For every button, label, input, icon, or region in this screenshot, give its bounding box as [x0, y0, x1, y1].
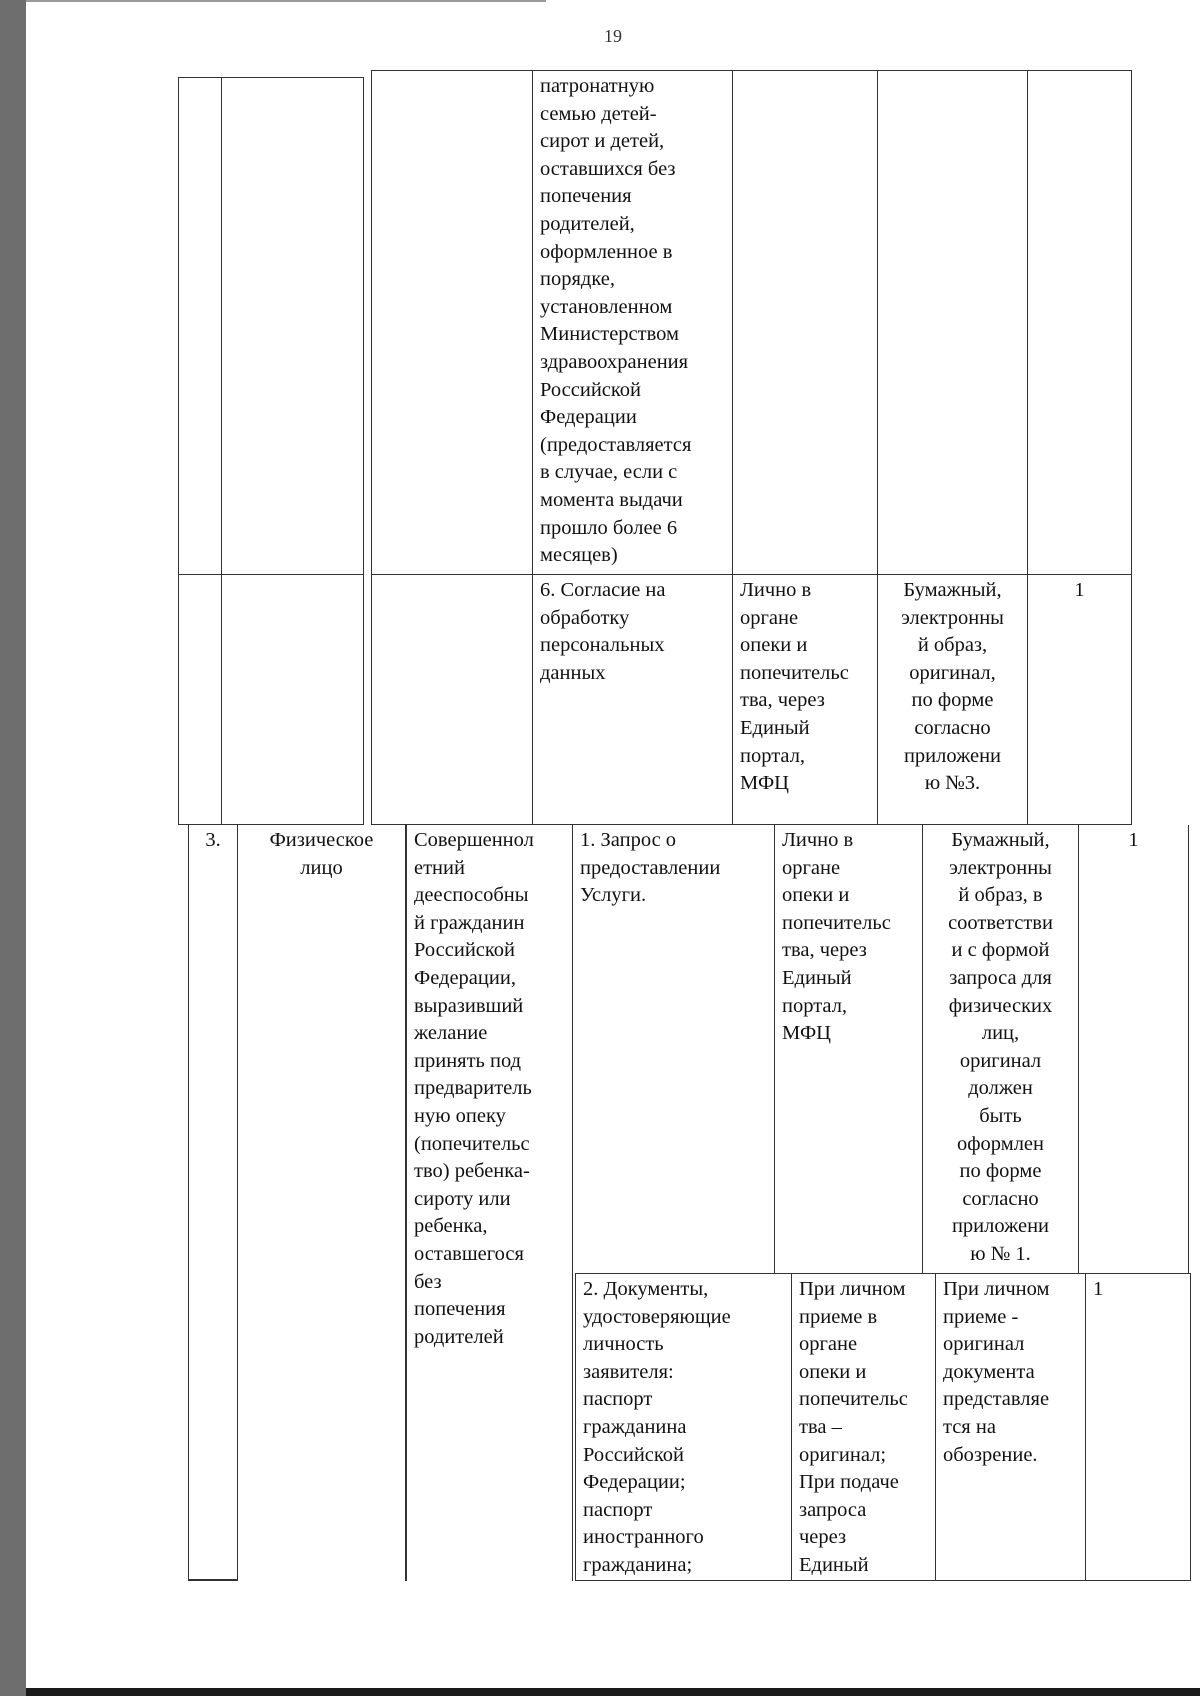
scan-edge-bottom	[26, 1688, 1200, 1696]
document-page	[26, 0, 1200, 1690]
row3-number: 3.	[205, 829, 221, 851]
row3-doc1-method: Лично в органе опеки и попечительс тва, через Единый портал, МФЦ	[782, 829, 891, 1045]
row3-bottom-rule	[188, 1579, 238, 1581]
cell-method-consent	[733, 575, 878, 825]
cell-description-cont	[371, 70, 533, 575]
row3-doc2-count: 1	[1093, 1278, 1104, 1300]
row3-doc1-form: Бумажный, электронны й образ, в соответстви и с формой запроса для физических лиц, оригинал должен быть оформлен по форме согласно приложени ю № 1.	[948, 829, 1053, 1265]
document-continuation-text: патронатную семью детей- сирот и детей, оставшихся без попечения родителей, оформленное в порядке, установленном Министерством здравоохранения Российской Федерации (предоставляется в случае, если с момента выдачи прошло более 6 месяцев)	[540, 75, 692, 567]
cell-number-consent	[178, 575, 222, 825]
cell-row3-description	[406, 825, 573, 1581]
cell-count-consent	[1028, 575, 1132, 825]
consent-form-text: Бумажный, электронны й образ, оригинал, по форме согласно приложени ю №3.	[901, 579, 1004, 795]
row3-doc1-count: 1	[1128, 829, 1139, 851]
cell-row3-doc1-count	[1079, 825, 1189, 1273]
cell-row3-doc2-method	[792, 1273, 936, 1581]
cell-form-consent	[878, 575, 1028, 825]
cell-method-cont	[733, 70, 878, 575]
row3-doc1-text: 1. Запрос о предоставлении Услуги.	[580, 829, 721, 907]
cell-row3-number	[188, 825, 238, 1581]
cell-document-cont	[533, 70, 733, 575]
row3-category: Физическое лицо	[269, 829, 374, 879]
cell-row3-doc2-count	[1086, 1273, 1191, 1581]
cell-row3-doc1-method	[775, 825, 923, 1273]
row3-description: Совершеннол етний дееспособны й гражданин Российской Федерации, выразивший желание принять под предваритель ную опеку (попечительс тво) ребенка- сироту или ребенка, оставшегося без попечения родителей	[414, 829, 534, 1348]
scan-edge-top	[26, 0, 546, 2]
cell-row3-doc2-form	[936, 1273, 1086, 1581]
cell-category-cont	[222, 77, 364, 575]
consent-document-text: 6. Согласие на обработку персональных данных	[540, 579, 666, 684]
row3-doc2-text: 2. Документы, удостоверяющие личность заявителя: паспорт гражданина Российской Федерации; паспорт иностранного гражданина;	[583, 1278, 731, 1576]
cell-document-consent	[533, 575, 733, 825]
cell-row3-category	[238, 825, 406, 1581]
cell-form-cont	[878, 70, 1028, 575]
cell-category-consent	[222, 575, 364, 825]
cell-row3-doc1-form	[923, 825, 1079, 1273]
cell-number-cont	[178, 77, 222, 575]
consent-count: 1	[1074, 579, 1085, 601]
consent-method-text: Лично в органе опеки и попечительс тва, через Единый портал, МФЦ	[740, 579, 849, 795]
row3-doc2-method: При личном приеме в органе опеки и попечительс тва – оригинал; При подаче запроса через Единый	[799, 1278, 908, 1576]
cell-count-cont	[1028, 70, 1132, 575]
cell-row3-doc2	[575, 1273, 792, 1581]
cell-row3-doc1	[573, 825, 775, 1273]
cell-description-consent	[371, 575, 533, 825]
page-number: 19	[604, 26, 622, 46]
row3-doc2-form: При личном приеме - оригинал документа представляе тся на обозрение.	[943, 1278, 1050, 1466]
